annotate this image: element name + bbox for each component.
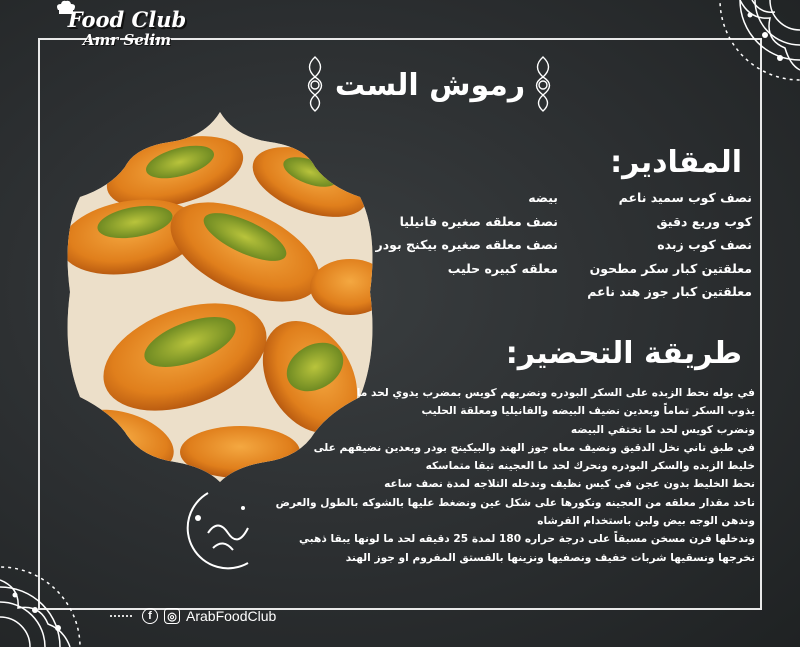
ingredient-item: كوب وربع دقيق — [656, 213, 752, 229]
footer-divider — [110, 615, 132, 617]
title-box — [300, 60, 560, 112]
step-line: خليط الزبده والسكر البودره ونحرك لحد ما العجينه تبقا متماسكه — [425, 460, 755, 473]
brand-name: Food Club — [67, 7, 187, 32]
ingredient-item: معلقه كبيره حليب — [447, 260, 558, 276]
crescent-moon-icon — [168, 488, 268, 578]
ingredients-heading: المقادير: — [610, 145, 742, 180]
ingredient-item: بيضه — [528, 190, 558, 205]
ingredient-item: معلقتين كبار سكر مطحون — [589, 260, 752, 276]
step-line: نخرجها ونسقيها شربات خفيف ونصفيها ونزينها بالفستق المفروم او جوز الهند — [345, 551, 755, 564]
preparation-heading: طريقة التحضير: — [505, 336, 742, 371]
step-line: ونضرب كويس لحد ما تختفي البيضه — [570, 423, 755, 436]
mandala-bottom-left-ornament — [0, 540, 110, 647]
recipe-title: رموش الست — [334, 68, 526, 103]
preparation-steps — [275, 384, 755, 567]
step-line: ناخد مقدار معلقه من العجينه ونكورها على شكل عين ونضغط عليها بالشوكه بالطول والعرض — [275, 496, 755, 509]
social-footer — [110, 606, 276, 626]
ingredient-item: نصف معلقه صغيره بيكنج بودر — [375, 237, 558, 252]
facebook-icon[interactable]: f — [142, 608, 158, 624]
ingredient-item: نصف معلقه صغيره فانيليا — [399, 213, 558, 229]
title-ornament-right — [528, 55, 558, 113]
step-line: في بوله نحط الزبده على السكر البودره ونضربهم كويس بمضرب يدوي لحد ما — [356, 387, 755, 399]
step-line: وندهن الوجه بيض ولبن باستخدام الفرشاه — [537, 515, 755, 528]
brand-logo — [52, 8, 202, 48]
step-line: نحط الخليط بدون عجن في كيس نظيف وندخله التلاجه لمدة نصف ساعه — [384, 478, 755, 491]
ingredients-list-left — [376, 186, 559, 280]
ingredient-item: نصف كوب زبده — [657, 237, 752, 252]
ingredients-list-right — [587, 186, 752, 304]
step-line: يذوب السكر تماماً وبعدين نضيف البيضه والفانيليا ومعلقة الحليب — [421, 405, 755, 418]
mandala-top-right-ornament — [690, 0, 800, 110]
step-line: وندخلها فرن مسخن مسبقاً على درجة حراره 180 لمدة 25 دقيقه لحد ما لونها يبقا ذهبي — [298, 533, 755, 546]
step-line: في طبق تاني نخل الدقيق ونضيف معاه جوز الهند والبيكينج بودر وبعدين نضيفهم على — [313, 441, 755, 454]
ingredient-item: معلقتين كبار جوز هند ناعم — [587, 284, 752, 299]
social-handle[interactable]: ArabFoodClub — [186, 608, 277, 624]
instagram-icon[interactable]: ◎ — [164, 608, 180, 624]
ingredient-item: نصف كوب سميد ناعم — [618, 190, 752, 205]
food-photo — [60, 112, 380, 482]
brand-author: Amr Selim — [82, 31, 172, 49]
